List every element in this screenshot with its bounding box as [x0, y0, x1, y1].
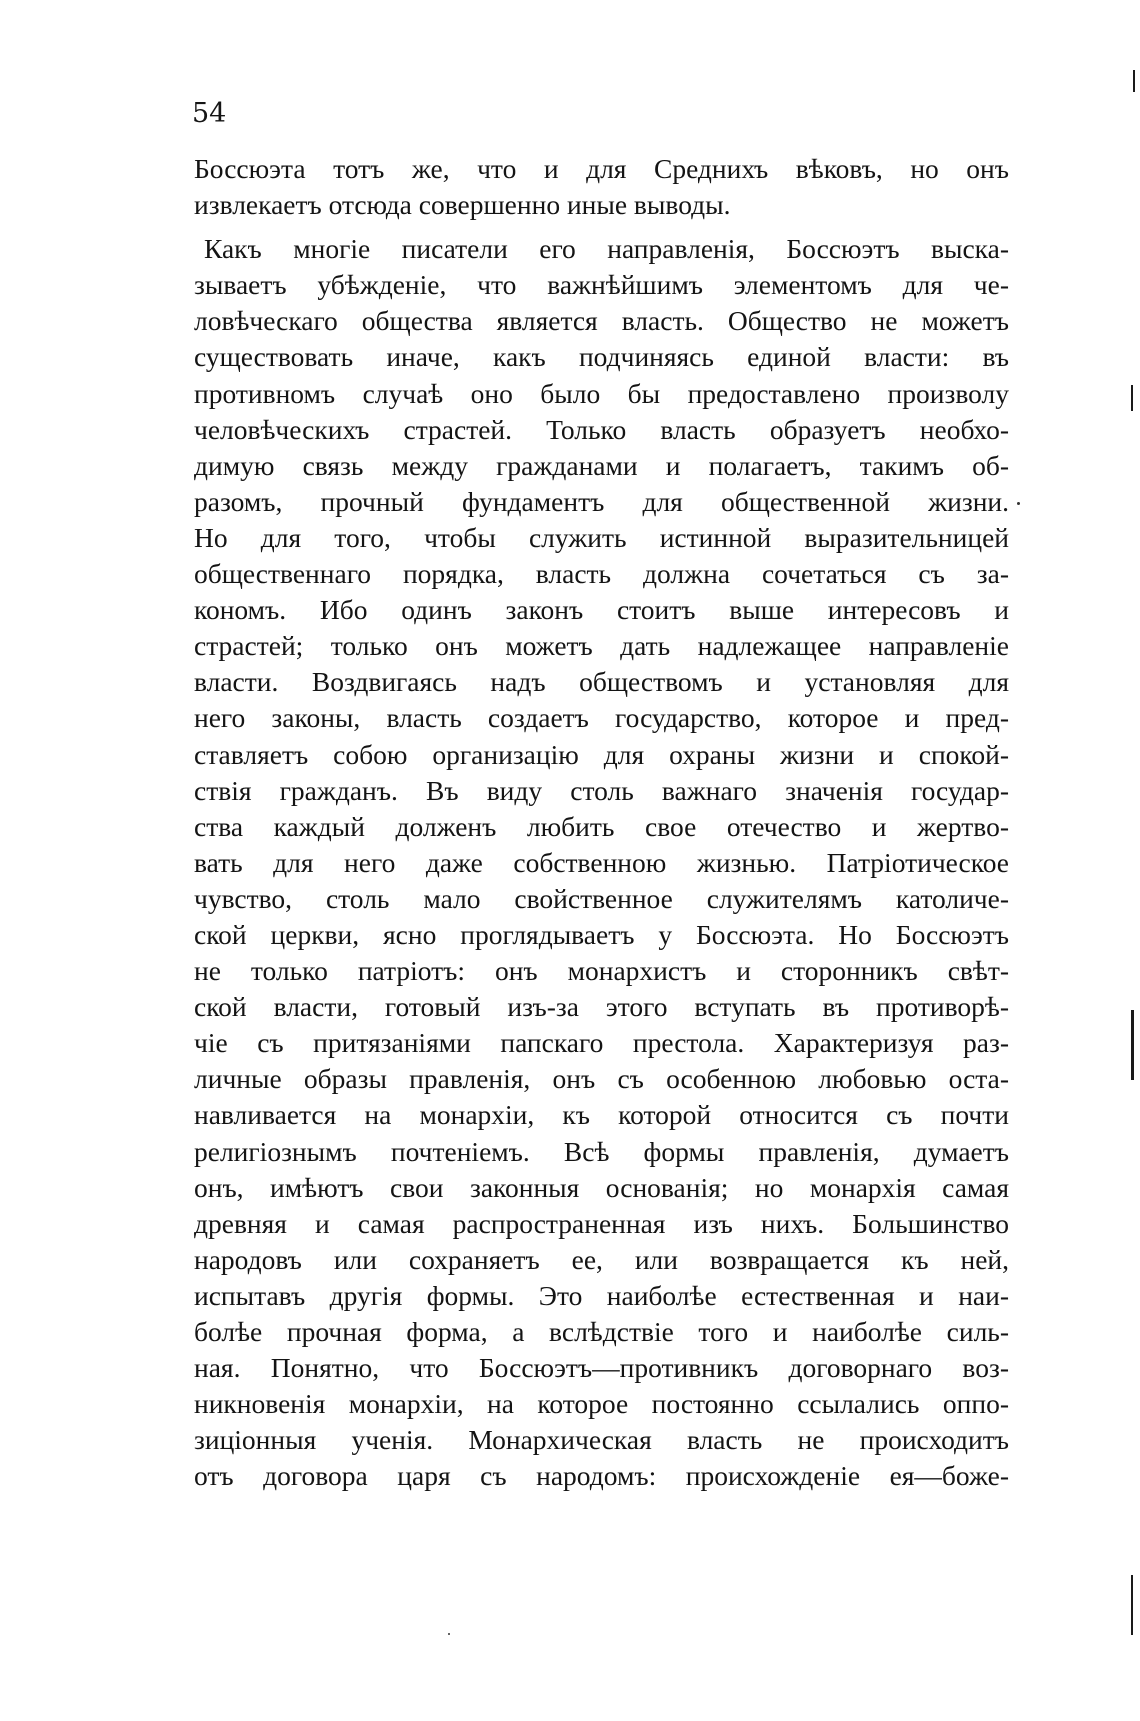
text-line: личные образы правленія, онъ съ особенною любовью оста- [194, 1063, 1009, 1095]
text-line: религіознымъ почтеніемъ. Всѣ формы правленія, думаетъ [194, 1135, 1009, 1167]
text-line: ства каждый долженъ любить свое отечество и жертво- [194, 810, 1009, 842]
text-line: димую связь между гражданами и полагаетъ, такимъ об- [194, 449, 1009, 481]
text-line: зиціонныя ученія. Монархическая власть не происходитъ [194, 1424, 1009, 1456]
text-line: страстей; только онъ можетъ дать надлежащее направленіе [194, 630, 1009, 662]
text-line: болѣе прочная форма, а вслѣдствіе того и наиболѣе силь- [194, 1316, 1009, 1347]
paragraph-gap [194, 223, 1009, 231]
text-line: общественнаго порядка, власть должна сочетаться съ за- [194, 558, 1009, 590]
text-line: ской власти, готовый изъ-за этого вступать въ противорѣ- [194, 991, 1009, 1023]
text-line: власти. Воздвигаясь надъ обществомъ и установляя для [194, 666, 1009, 698]
text-line: ской церкви, ясно проглядываетъ у Боссюэта. Но Боссюэтъ [194, 918, 1009, 950]
text-line: не только патріотъ: онъ монархистъ и сторонникъ свѣт- [194, 955, 1009, 987]
text-line: чіе съ притязаніями папскаго престола. Характеризуя раз- [194, 1027, 1009, 1059]
scan-edge-mark [1133, 70, 1135, 92]
scan-edge-mark [1131, 1010, 1134, 1080]
text-line: извлекаетъ отсюда совершенно иные выводы. [194, 189, 731, 221]
text-line: ствія гражданъ. Въ виду столь важнаго значенія государ- [194, 774, 1009, 806]
scan-edge-mark [1131, 385, 1133, 411]
text-line: ная. Понятно, что Боссюэтъ—противникъ договорнаго воз- [194, 1352, 1009, 1384]
text-line: зываетъ убѣжденіе, что важнѣйшимъ элементомъ для че- [194, 269, 1009, 301]
text-line: отъ договора царя съ народомъ: происхожденіе ея—боже- [194, 1460, 1009, 1492]
text-line: народовъ или сохраняетъ ее, или возвращается къ ней, [194, 1243, 1009, 1275]
text-line: вать для него даже собственною жизнью. Патріотическое [194, 846, 1009, 878]
text-line: Какъ многіе писатели его направленія, Боссюэтъ выска- [204, 233, 1009, 265]
text-line: навливается на монархіи, къ которой относится съ почти [194, 1099, 1009, 1131]
text-line: Боссюэта тотъ же, что и для Среднихъ вѣковъ, но онъ [194, 153, 1009, 184]
text-line: разомъ, прочный фундаментъ для общественной жизни. [194, 485, 1009, 517]
body-text [194, 151, 1009, 1494]
text-line: древняя и самая распространенная изъ нихъ. Большинство [194, 1207, 1009, 1239]
text-line: кономъ. Ибо одинъ законъ стоитъ выше интересовъ и [194, 594, 1009, 626]
text-line: Но для того, чтобы служить истинной выразительницей [194, 521, 1009, 553]
text-line: ловѣческаго общества является власть. Общество не можетъ [194, 305, 1009, 337]
text-line: него законы, власть создаетъ государство, которое и пред- [194, 702, 1009, 734]
text-line: никновенія монархіи, на которое постоянно ссылались оппо- [194, 1388, 1009, 1420]
text-line: чувство, столь мало свойственное служителямъ католиче- [194, 882, 1009, 914]
text-line: противномъ случаѣ оно было бы предоставлено произволу [194, 377, 1009, 409]
scan-speck [448, 1633, 450, 1635]
scan-speck [1017, 502, 1020, 505]
page-number: 54 [192, 98, 227, 129]
scan-edge-mark [1131, 1575, 1133, 1635]
text-line: существовать иначе, какъ подчиняясь единой власти: въ [194, 341, 1009, 373]
text-line: онъ, имѣютъ свои законныя основанія; но монархія самая [194, 1171, 1009, 1203]
text-line: ставляетъ собою организацію для охраны жизни и спокой- [194, 738, 1009, 770]
text-line: человѣческихъ страстей. Только власть образуетъ необхо- [194, 413, 1009, 445]
text-line: испытавъ другія формы. Это наиболѣе естественная и наи- [194, 1279, 1009, 1311]
